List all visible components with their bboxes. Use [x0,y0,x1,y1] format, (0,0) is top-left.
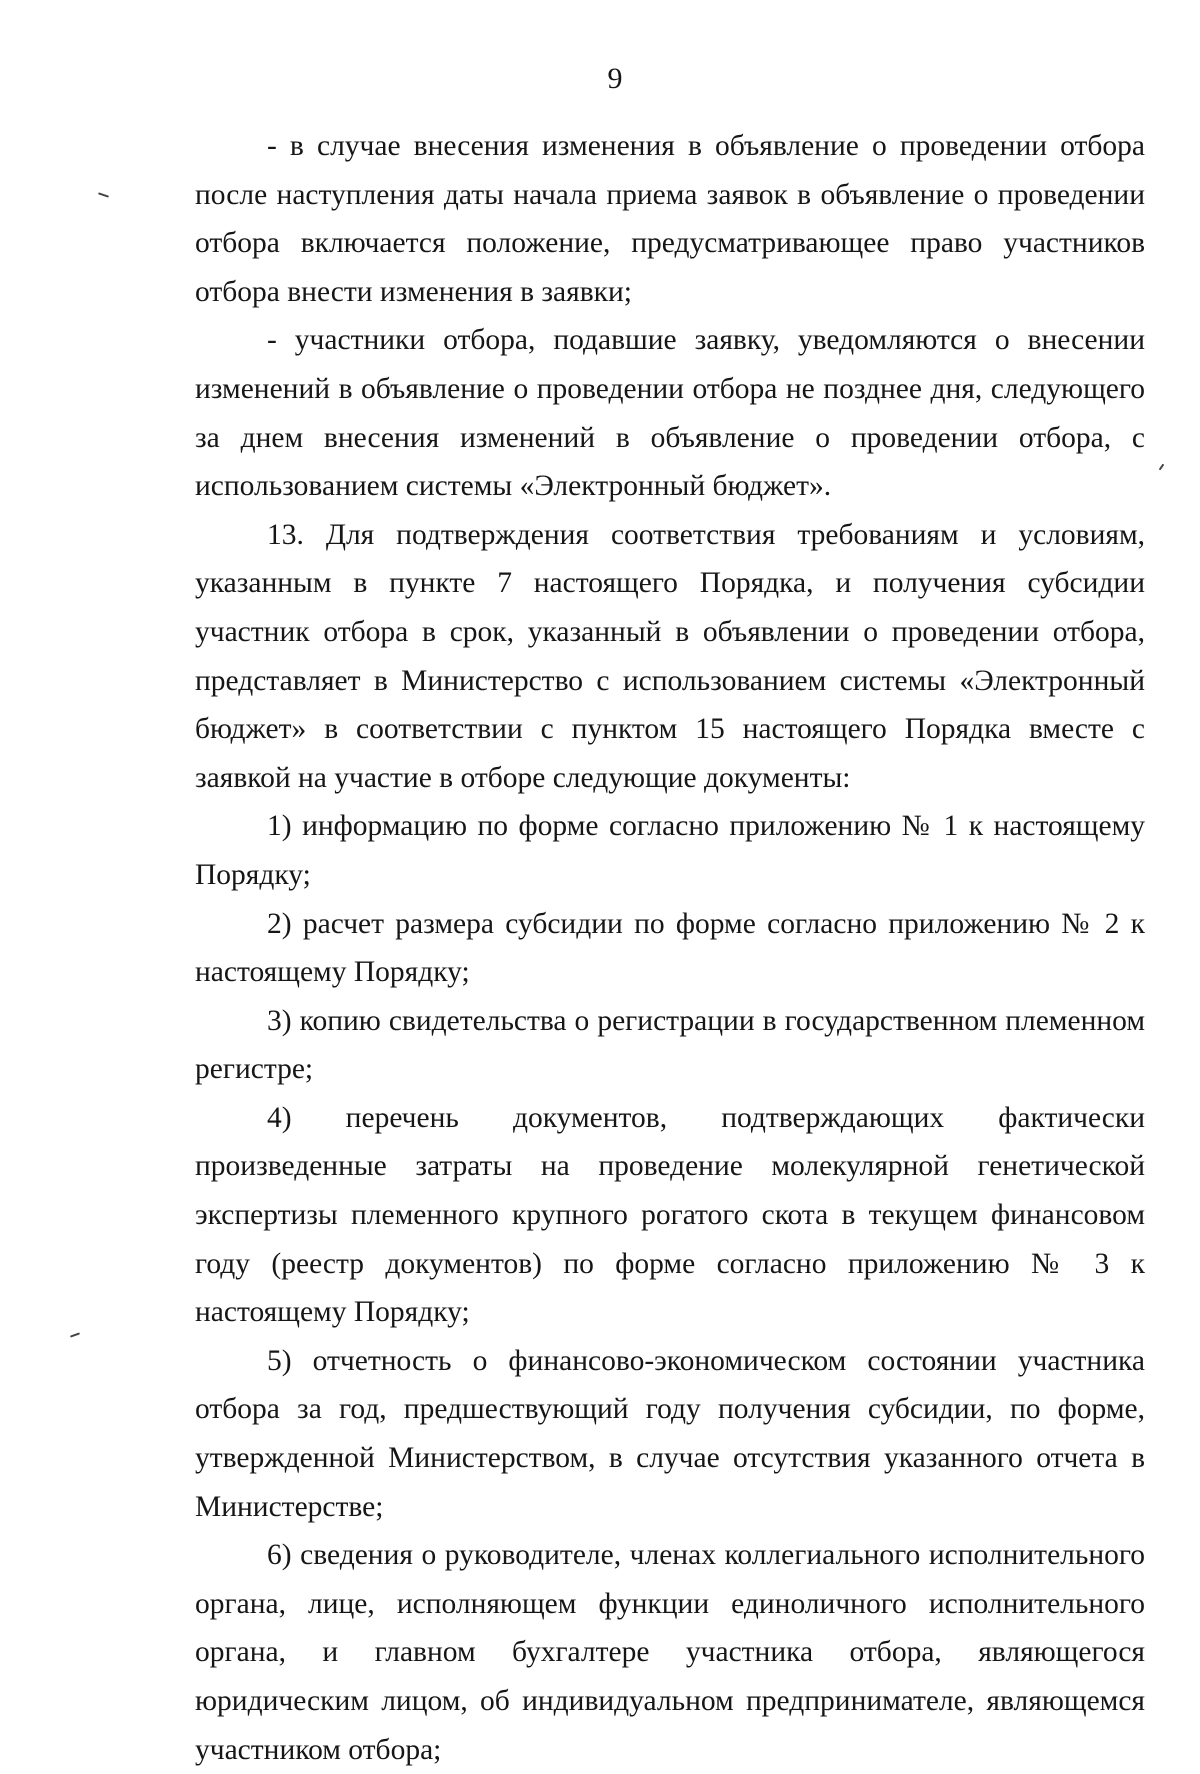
list-item-5: 5) отчетность о финансово-экономическом состоянии участника отбора за год, предшествующий году получения субсидии, по форме, утвержденной Министерством, в случае отсутствия указанного отчета в Министерстве; [195,1344,1145,1523]
paragraph-item-13: 13. Для подтверждения соответствия требованиям и условиям, указанным в пункте 7 настоящего Порядка, и получения субсидии участник отбора в срок, указанный в объявлении о проведении отбора, представляет в Министерство с использованием системы «Электронный бюджет» в соответствии с пунктом 15 настоящего Порядка вместе с заявкой на участие в отборе следующие документы: [195,518,1145,794]
list-item-2: 2) расчет размера субсидии по форме согласно приложению № 2 к настоящему Порядку; [195,907,1145,989]
list-item-1: 1) информацию по форме согласно приложению № 1 к настоящему Порядку; [195,810,1145,891]
paragraph-notice-changes: - в случае внесения изменения в объявление о проведении отбора после наступления даты начала приема заявок в объявление о проведении отбора включается положение, предусматривающее право участников отбора внести изменения в заявки; [195,130,1145,308]
page-number: 9 [607,62,623,95]
document-body [195,122,1145,1774]
list-item-6: 6) сведения о руководителе, членах коллегиального исполнительного органа, лице, исполняющем функции единоличного исполнительного органа, и главном бухгалтере участника отбора, являющегося юридическим лицом, об индивидуальном предпринимателе, являющемся участником отбора; [195,1539,1145,1766]
scan-mark [70,1332,80,1337]
list-item-4: 4) перечень документов, подтверждающих фактически произведенные затраты на проведение молекулярной генетической экспертизы племенного крупного рогатого скота в текущем финансовом году (реестр документов) по форме согласно приложению № 3 к настоящему Порядку; [195,1101,1145,1329]
scan-mark [1159,464,1165,471]
list-item-3: 3) копию свидетельства о регистрации в государственном племенном регистре; [195,1004,1145,1086]
paragraph-participants-notified: - участники отбора, подавшие заявку, уведомляются о внесении изменений в объявление о проведении отбора не позднее дня, следующего за днем внесения изменений в объявление о проведении отбора, с использованием системы «Электронный бюджет». [195,324,1145,503]
scan-mark [98,192,109,197]
